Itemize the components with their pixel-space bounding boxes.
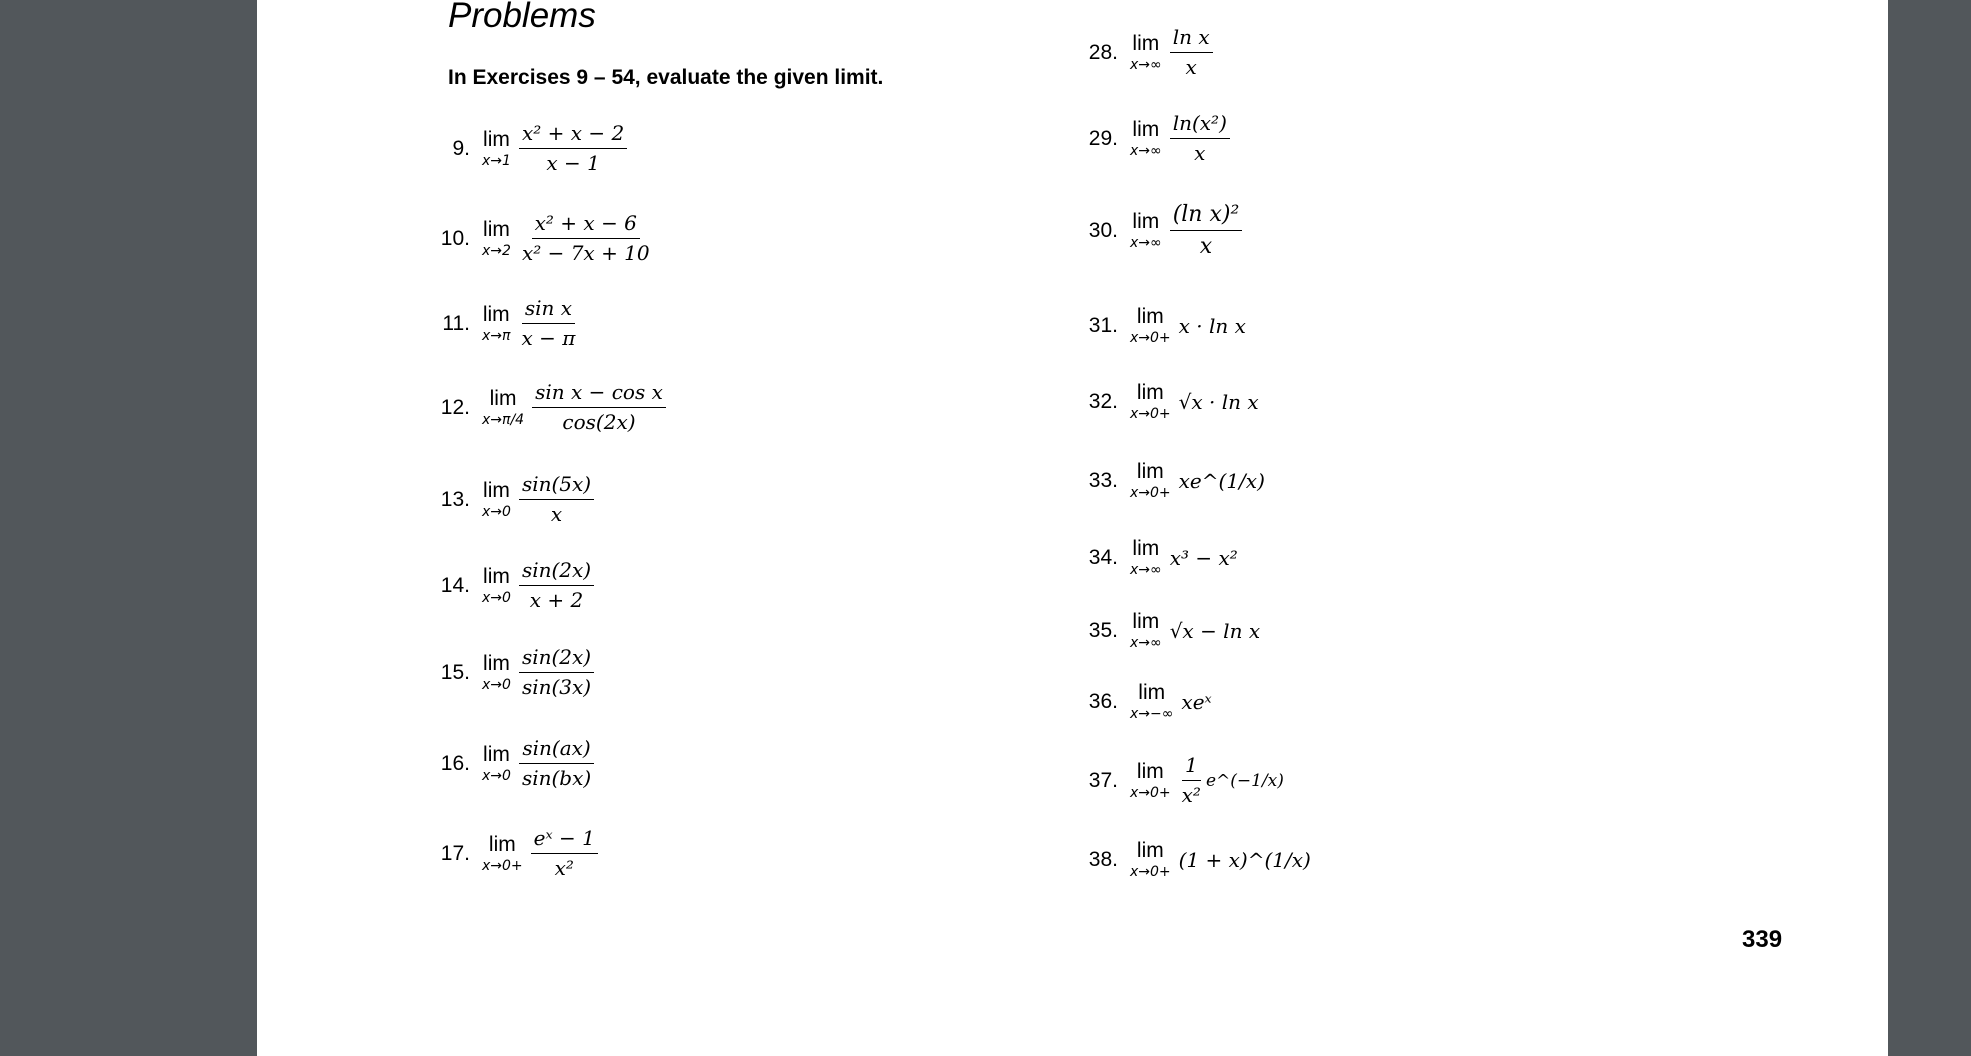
limit-operator: lim x→0+ <box>1130 760 1171 801</box>
problem-32 <box>1080 382 1259 421</box>
fraction: $\frac{\text{sin x − cos x}}{\cos(2x)}$ <box>532 381 666 434</box>
limit-operator: lim x→0 <box>482 479 511 520</box>
problem-number: 17. <box>440 841 470 865</box>
expression: x · ln x <box>1178 313 1246 338</box>
problem-number: 12. <box>440 395 470 419</box>
fraction: $\frac{\text{(ln x)²}}{x}$ <box>1170 202 1243 260</box>
problem-number: 34. <box>1088 545 1118 569</box>
expression: xeˣ <box>1181 689 1212 714</box>
problem-17 <box>436 827 598 880</box>
problem-number: 33. <box>1088 468 1118 492</box>
problem-29 <box>1080 112 1230 165</box>
limit-operator: lim x→0+ <box>482 833 523 874</box>
problem-number: 15. <box>440 660 470 684</box>
problem-number: 28. <box>1088 40 1118 64</box>
problem-28 <box>1080 26 1213 79</box>
limit-operator: lim x→∞ <box>1130 118 1162 159</box>
limit-operator: lim x→0 <box>482 565 511 606</box>
limit-operator: lim x→−∞ <box>1130 681 1174 722</box>
fraction: $\frac{\sin(5x)}{x}$ <box>519 473 594 526</box>
expression: √x − ln x <box>1169 618 1261 643</box>
problem-16 <box>436 737 594 790</box>
limit-operator: lim x→2 <box>482 218 511 259</box>
page-number: 339 <box>1742 926 1783 953</box>
limit-operator: lim x→∞ <box>1130 210 1162 252</box>
problem-number: 36. <box>1088 689 1118 713</box>
exponential-factor: e^(−1/x) <box>1205 770 1284 791</box>
problem-9 <box>436 122 627 175</box>
problem-number: 13. <box>440 487 470 511</box>
problem-number: 30. <box>1088 218 1118 242</box>
limit-operator: lim x→0 <box>482 743 511 784</box>
problem-15 <box>436 646 594 699</box>
problem-number: 16. <box>440 751 470 775</box>
problem-number: 32. <box>1088 389 1118 413</box>
section-title: Problems <box>448 0 596 35</box>
expression: x³ − x² <box>1169 545 1238 570</box>
problem-13 <box>436 473 594 526</box>
problem-34 <box>1080 538 1238 577</box>
problem-35 <box>1080 611 1260 650</box>
expression: (1 + x)^(1/x) <box>1178 847 1311 872</box>
fraction: $\frac{\text{eˣ − 1}}{\text{x²}}$ <box>531 827 598 880</box>
problem-12 <box>436 381 666 434</box>
problem-number: 35. <box>1088 618 1118 642</box>
expression: √x · ln x <box>1178 389 1259 414</box>
limit-operator: lim x→π/4 <box>482 387 525 428</box>
fraction: $\frac{\text{x² + x − 2}}{x - 1}$ <box>519 122 627 175</box>
exercise-instructions: In Exercises 9 – 54, evaluate the given limit. <box>448 66 884 89</box>
fraction: $\frac{1}{\text{x²}}$ <box>1181 753 1201 807</box>
fraction: $\frac{\sin(2x)}{\sin(3x)}$ <box>519 646 594 699</box>
problem-number: 10. <box>440 226 470 250</box>
problem-number: 31. <box>1088 313 1118 337</box>
problem-10 <box>436 212 653 265</box>
limit-operator: lim x→∞ <box>1130 537 1162 578</box>
problem-30 <box>1080 202 1242 260</box>
problem-14 <box>436 559 594 612</box>
problem-number: 14. <box>440 573 470 597</box>
limit-operator: lim x→0+ <box>1130 839 1171 880</box>
limit-operator: lim x→π <box>482 303 511 344</box>
limit-operator: lim x→∞ <box>1130 610 1162 651</box>
problem-11 <box>436 297 578 350</box>
fraction: $\frac{\text{ln(x²)}}{x}$ <box>1170 112 1230 165</box>
fraction: $\frac{\text{sin x}}{x - \pi}$ <box>521 296 576 350</box>
problem-number: 29. <box>1088 126 1118 150</box>
fraction: $\frac{\sin(ax)}{\sin(bx)}$ <box>519 737 594 790</box>
problem-number: 9. <box>452 136 470 160</box>
limit-operator: lim x→0+ <box>1130 305 1171 346</box>
problem-number: 37. <box>1088 768 1118 792</box>
problem-number: 38. <box>1088 847 1118 871</box>
limit-operator: lim x→∞ <box>1130 32 1162 73</box>
limit-operator: lim x→0 <box>482 652 511 693</box>
problem-38 <box>1080 840 1311 879</box>
limit-operator: lim x→1 <box>482 128 511 169</box>
problem-31 <box>1080 306 1246 345</box>
problem-36 <box>1080 682 1212 721</box>
expression: xe^(1/x) <box>1178 468 1265 493</box>
problem-37 <box>1080 754 1284 807</box>
problem-number: 11. <box>442 311 470 335</box>
limit-operator: lim x→0+ <box>1130 381 1171 422</box>
fraction: $\frac{\sin(2x)}{x + 2}$ <box>519 559 594 612</box>
limit-operator: lim x→0+ <box>1130 460 1171 501</box>
problem-33 <box>1080 461 1265 500</box>
fraction: $\frac{\text{ln x}}{x}$ <box>1170 26 1213 79</box>
fraction: $\frac{\text{x² + x − 6}}{\text{x² − 7x + 10}}$ <box>521 211 650 265</box>
